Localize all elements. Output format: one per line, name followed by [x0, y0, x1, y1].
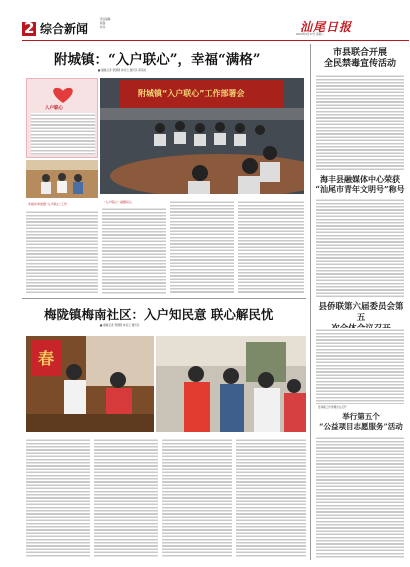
sidebar-story2-text — [316, 198, 404, 298]
article1-byline: ■ 融媒记者 曾国明 林丹云 通讯员 黄荣南 — [98, 69, 147, 72]
sidebar-story4-text — [316, 436, 404, 558]
article-divider — [22, 298, 306, 299]
sidebar-story3-text — [316, 328, 404, 404]
article2-text-col2 — [94, 438, 158, 558]
article2-text-col4 — [236, 438, 306, 558]
sidebar-story4-kicker: 县残联工作部署会议召开 — [318, 406, 347, 409]
article1-logo-box — [26, 78, 98, 158]
sidebar-divider — [310, 44, 311, 560]
article2-text-col3 — [162, 438, 232, 558]
caption-b: “入户联心” 凝聚民心 — [104, 200, 133, 204]
editor-info: 责任编辑： 版面： 校对： — [100, 18, 113, 29]
section-name: 综合新闻 — [40, 22, 89, 36]
sidebar-story3-title: 县侨联第六届委员会第五 — [318, 302, 404, 323]
article2-text-col1 — [26, 438, 90, 558]
article2-headline: 梅陇镇梅南社区：入户知民意 联心解民忧 — [44, 307, 274, 322]
couplet-char: 春 — [38, 349, 55, 368]
article1-side-photo — [26, 160, 98, 198]
article1-text-col4 — [238, 200, 304, 294]
sidebar-story1-text — [316, 74, 404, 170]
sidebar-story4-title: 举行第五个 “公益项目志愿服务”活动 — [319, 412, 403, 431]
page-number: 2 — [24, 19, 35, 37]
sidebar-story1-title: 市县联合开展 全民禁毒宣传活动 — [323, 48, 396, 69]
date-line: 2024年9月17日 星期二 — [296, 33, 324, 36]
masthead-logo: 汕尾日报 — [300, 20, 353, 34]
article1-text-col2 — [102, 207, 166, 294]
logo-label: 入户联心 — [45, 106, 63, 111]
article2-photo-right — [156, 336, 306, 432]
article1-headline: 附城镇：“入户联心”，幸福“满格” — [54, 52, 261, 68]
article1-text-col3 — [170, 200, 234, 294]
article1-main-photo — [100, 78, 304, 194]
article2-byline: ■ 融媒记者 曾国明 林丹云 通讯员 — [100, 324, 140, 327]
heart-logo-icon — [49, 85, 77, 105]
header-rule — [22, 40, 409, 41]
photo-banner-text: 附城镇“入户联心”工作部署会 — [138, 89, 245, 98]
article1-text-col1 — [26, 210, 98, 294]
sidebar-story2-title: 海丰县融媒体中心荣获 “汕尾市青年文明号”称号 — [315, 174, 405, 194]
article2-photo-left — [26, 336, 154, 432]
caption-a: 多措并举加强“入户联心”工作 — [28, 202, 68, 206]
